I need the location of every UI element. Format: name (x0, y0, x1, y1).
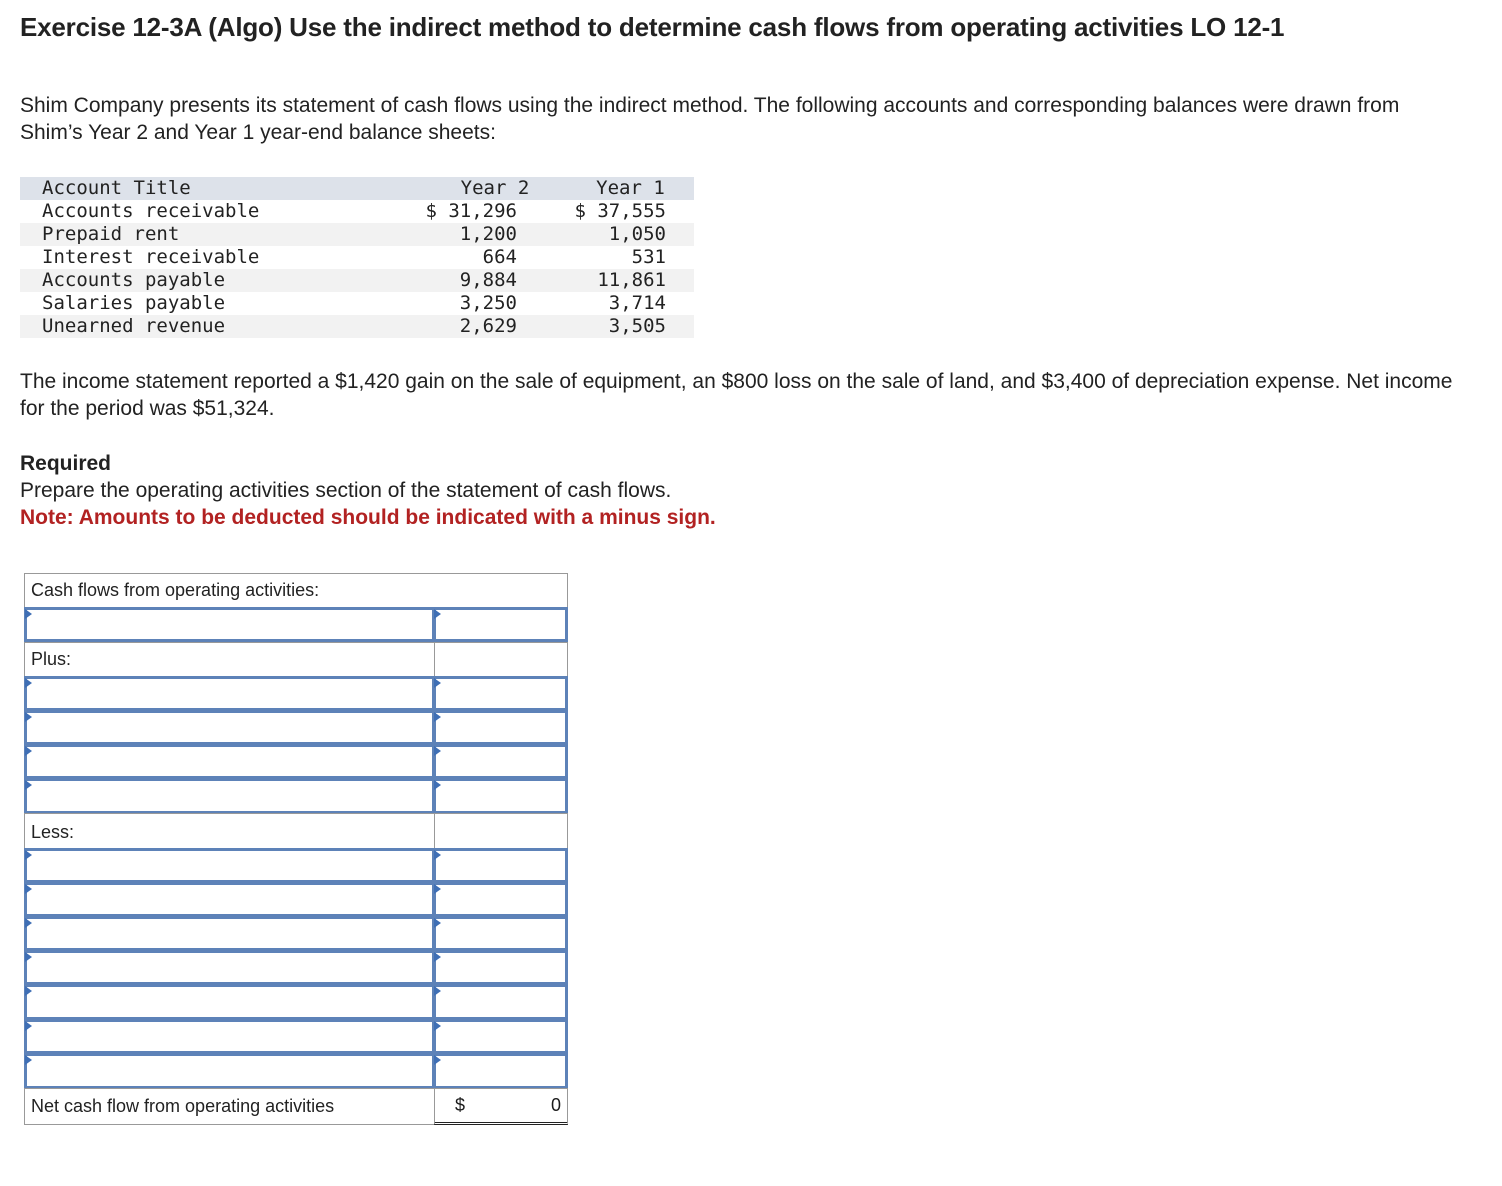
line-item-dropdown[interactable] (24, 984, 435, 1020)
account-name: Salaries payable (20, 292, 385, 315)
year-2-value: 2,629 (385, 315, 537, 338)
year-2-value: 1,200 (385, 223, 537, 246)
minus-sign-note: Note: Amounts to be deducted should be indicated with a minus sign. (20, 506, 716, 529)
account-name: Accounts payable (20, 269, 385, 292)
year-2-value: 3,250 (385, 292, 537, 315)
year-2-value: 664 (385, 246, 537, 269)
table-row (20, 223, 694, 246)
account-name: Prepaid rent (20, 223, 385, 246)
line-item-dropdown[interactable] (24, 676, 435, 711)
table-row (20, 292, 694, 315)
year-2-value: 9,884 (385, 269, 537, 292)
year-1-value: 3,505 (537, 315, 694, 338)
input-row (24, 984, 568, 1020)
table-row (20, 246, 694, 269)
input-row (24, 676, 568, 711)
year-1-value: 531 (537, 246, 694, 269)
header-account-title: Account Title (20, 177, 385, 200)
amount-input[interactable] (433, 607, 568, 642)
amount-input[interactable] (433, 1053, 568, 1089)
amount-input[interactable] (433, 1019, 568, 1054)
input-row (24, 607, 568, 642)
header-year-2: Year 2 (385, 177, 537, 200)
empty-amount-cell (434, 642, 568, 677)
input-row (24, 916, 568, 951)
input-row (24, 950, 568, 985)
line-item-dropdown[interactable] (24, 607, 435, 642)
less-label: Less: (24, 813, 435, 849)
amount-input[interactable] (433, 710, 568, 745)
operating-activities-worksheet (24, 573, 568, 1126)
input-row (24, 778, 568, 814)
line-item-dropdown[interactable] (24, 744, 435, 779)
plus-row (24, 642, 568, 677)
worksheet-header-row (24, 573, 568, 608)
line-item-dropdown[interactable] (24, 882, 435, 917)
less-row (24, 813, 568, 849)
worksheet-header-label: Cash flows from operating activities: (24, 573, 568, 608)
required-heading: Required (20, 452, 112, 475)
amount-input[interactable] (433, 984, 568, 1020)
empty-amount-cell (434, 813, 568, 849)
line-item-dropdown[interactable] (24, 1053, 435, 1089)
line-item-dropdown[interactable] (24, 848, 435, 883)
currency-symbol: $ (455, 1095, 466, 1115)
header-year-1: Year 1 (537, 177, 694, 200)
table-row (20, 200, 694, 223)
year-2-value: $ 31,296 (385, 200, 537, 223)
amount-input[interactable] (433, 676, 568, 711)
net-cash-flow-total (434, 1088, 568, 1125)
required-instruction: Prepare the operating activities section of the statement of cash flows. (20, 479, 672, 502)
amount-input[interactable] (433, 848, 568, 883)
balance-table-header (20, 177, 694, 200)
line-item-dropdown[interactable] (24, 778, 435, 814)
input-row (24, 1019, 568, 1054)
account-name: Unearned revenue (20, 315, 385, 338)
amount-input[interactable] (433, 882, 568, 917)
input-row (24, 744, 568, 779)
year-1-value: 1,050 (537, 223, 694, 246)
amount-input[interactable] (433, 778, 568, 814)
year-1-value: 3,714 (537, 292, 694, 315)
table-row (20, 269, 694, 292)
net-cash-flow-value: 0 (550, 1095, 561, 1115)
net-cash-flow-row (24, 1088, 568, 1125)
table-row (20, 315, 694, 338)
line-item-dropdown[interactable] (24, 710, 435, 745)
exercise-title: Exercise 12-3A (Algo) Use the indirect method to determine cash flows from operating activities LO 12-1 (20, 12, 1285, 42)
input-row (24, 1053, 568, 1089)
amount-input[interactable] (433, 916, 568, 951)
income-statement-paragraph: The income statement reported a $1,420 gain on the sale of equipment, an $800 loss on the sale of land, and $3,400 of depreciation expense. Net income for the period was $51,324. (20, 370, 1453, 420)
line-item-dropdown[interactable] (24, 1019, 435, 1054)
input-row (24, 882, 568, 917)
year-1-value: $ 37,555 (537, 200, 694, 223)
account-name: Accounts receivable (20, 200, 385, 223)
line-item-dropdown[interactable] (24, 950, 435, 985)
line-item-dropdown[interactable] (24, 916, 435, 951)
amount-input[interactable] (433, 744, 568, 779)
amount-input[interactable] (433, 950, 568, 985)
input-row (24, 710, 568, 745)
balance-table (20, 177, 694, 338)
plus-label: Plus: (24, 642, 435, 677)
net-cash-flow-label: Net cash flow from operating activities (24, 1088, 435, 1125)
intro-paragraph: Shim Company presents its statement of cash flows using the indirect method. The following accounts and corresponding balances were drawn from Shim’s Year 2 and Year 1 year-end balance sheets: (20, 94, 1400, 144)
account-name: Interest receivable (20, 246, 385, 269)
year-1-value: 11,861 (537, 269, 694, 292)
input-row (24, 848, 568, 883)
